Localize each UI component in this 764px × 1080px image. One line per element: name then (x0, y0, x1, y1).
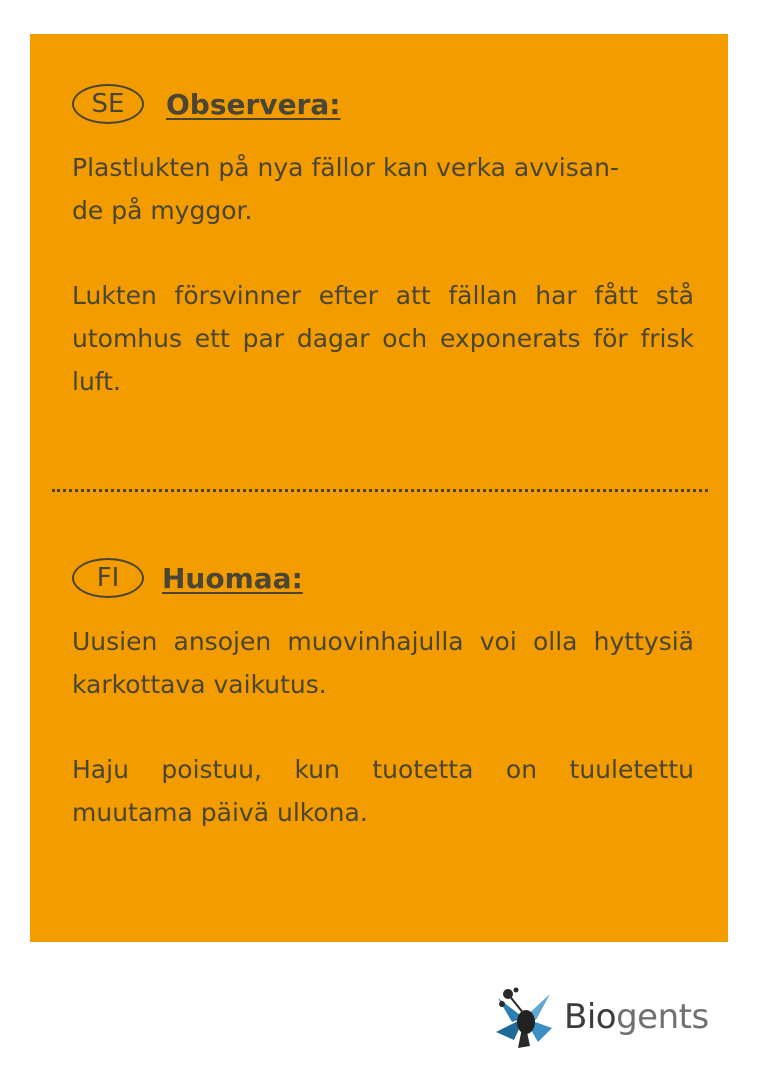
language-badge-fi: FI (72, 558, 144, 598)
brand-name-bio: Bio (564, 997, 617, 1037)
dotted-divider (52, 489, 708, 492)
paragraph-fi-1: Uusien ansojen muovinhajulla voi olla hyttysiä karkottava vaikutus. (72, 627, 694, 699)
heading-fi: Huomaa: (162, 561, 303, 595)
notice-panel (30, 34, 728, 942)
section-finnish (72, 556, 694, 834)
language-badge-se: SE (72, 84, 144, 124)
brand-name-gents: gents (616, 997, 709, 1037)
heading-se: Observera: (166, 87, 341, 121)
heading-row-fi (72, 556, 694, 600)
paragraph-se-2: Lukten försvinner efter att fällan har fått stå utomhus ett par dagar och exponerats för frisk luft. (72, 281, 694, 396)
brand-logo (490, 980, 709, 1054)
brand-name (564, 997, 709, 1037)
mosquito-logo-icon (490, 982, 558, 1052)
paragraph-fi-2: Haju poistuu, kun tuotetta on tuuletettu muutama päivä ulkona. (72, 755, 694, 827)
heading-row-se (72, 82, 694, 126)
paragraph-se-1: Plastlukten på nya fällor kan verka avvisan- de på myggor. (72, 153, 619, 225)
section-swedish (72, 82, 694, 403)
